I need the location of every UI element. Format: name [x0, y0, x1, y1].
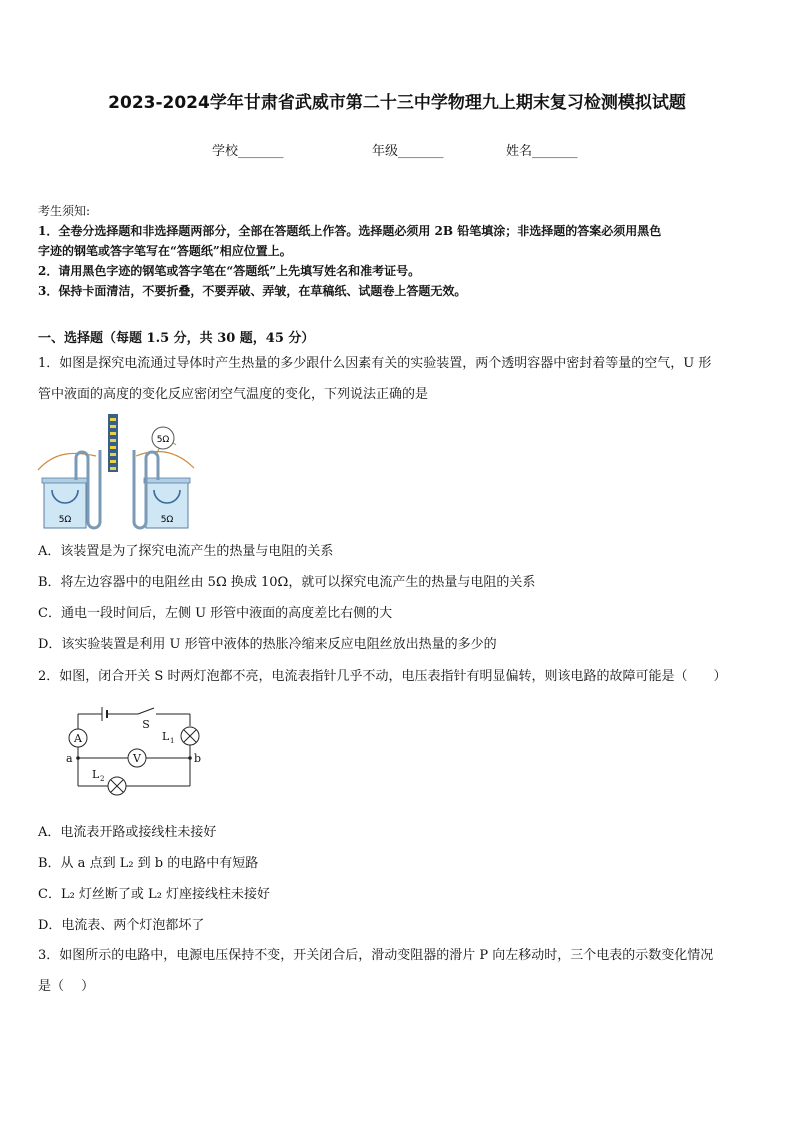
question-1-stem	[38, 348, 758, 410]
node-a-label: a	[66, 752, 73, 765]
question-1-stem-line-2: 管中液面的高度的变化反应密闭空气温度的变化，下列说法正确的是	[38, 387, 429, 402]
name-field[interactable]: 姓名_______	[506, 144, 578, 159]
notice-item-3: 3．保持卡面清洁，不要折叠，不要弄破、弄皱，在草稿纸、试题卷上答题无效。	[38, 284, 467, 298]
node-b-label: b	[194, 752, 202, 765]
lamp-l2-label: L	[92, 768, 100, 781]
question-2-option-b[interactable]: B．从 a 点到 L₂ 到 b 的电路中有短路	[38, 856, 259, 871]
grade-field[interactable]: 年级_______	[372, 144, 444, 159]
ammeter-label: A	[74, 732, 82, 745]
question-1-stem-line-1: 1．如图是探究电流通过导体时产生热量的多少跟什么因素有关的实验装置，两个透明容器中密封着等量的空气，U 形	[38, 356, 712, 371]
question-1-option-a[interactable]: A．该装置是为了探究电流产生的热量与电阻的关系	[38, 544, 334, 559]
question-1-option-c[interactable]: C．通电一段时间后，左侧 U 形管中液面的高度差比右侧的大	[38, 606, 393, 621]
question-3-stem-line-2: 是（ ）	[38, 979, 95, 994]
section-heading: 一、选择题（每题 1.5 分，共 30 题，45 分）	[38, 331, 315, 346]
fig-left-resistor-label: 5Ω	[58, 515, 72, 525]
question-2-option-c[interactable]: C．L₂ 灯丝断了或 L₂ 灯座接线柱未接好	[38, 887, 271, 902]
notice-heading: 考生须知:	[38, 204, 91, 218]
question-2-stem: 2．如图，闭合开关 S 时两灯泡都不亮，电流表指针几乎不动，电压表指针有明显偏转，则该电路的故障可能是（ ）	[38, 669, 727, 684]
school-field[interactable]: 学校_______	[212, 144, 284, 159]
circuit-diagram-figure	[62, 704, 212, 800]
lamp-l2-subscript: 2	[100, 775, 105, 783]
question-1-option-d[interactable]: D．该实验装置是利用 U 形管中液体的热胀冷缩来反应电阻丝放出热量的多少的	[38, 637, 497, 652]
fig-right-resistor-label: 5Ω	[160, 515, 174, 525]
exam-notice	[38, 201, 758, 301]
lamp-l1-label: L	[162, 730, 170, 743]
notice-item-1-line-1: 1．全卷分选择题和非选择题两部分，全部在答题纸上作答。选择题必须用 2B 铅笔填涂；非选择题的答案必须用黑色	[38, 224, 662, 238]
fig-top-resistor-label: 5Ω	[156, 435, 170, 445]
question-3-stem-line-1: 3．如图所示的电路中，电源电压保持不变，开关闭合后，滑动变阻器的滑片 P 向左移动时，三个电表的示数变化情况	[38, 948, 714, 963]
question-3-stem	[38, 940, 758, 1002]
switch-label: S	[142, 718, 150, 731]
notice-item-1-line-2: 字迹的钢笔或答字笔写在“答题纸”相应位置上。	[38, 244, 292, 258]
question-2-option-a[interactable]: A．电流表开路或接线柱未接好	[38, 825, 217, 840]
voltmeter-label: V	[133, 752, 141, 765]
question-2-option-d[interactable]: D．电流表、两个灯泡都坏了	[38, 918, 205, 933]
question-1-option-b[interactable]: B．将左边容器中的电阻丝由 5Ω 换成 10Ω，就可以探究电流产生的热量与电阻的关系	[38, 575, 536, 590]
notice-item-2: 2．请用黑色字迹的钢笔或答字笔在“答题纸”上先填写姓名和准考证号。	[38, 264, 421, 278]
document-title: 2023-2024学年甘肃省武威市第二十三中学物理九上期末复习检测模拟试题	[108, 93, 686, 113]
joule-heating-apparatus-figure	[36, 410, 201, 532]
lamp-l1-subscript: 1	[170, 737, 175, 745]
